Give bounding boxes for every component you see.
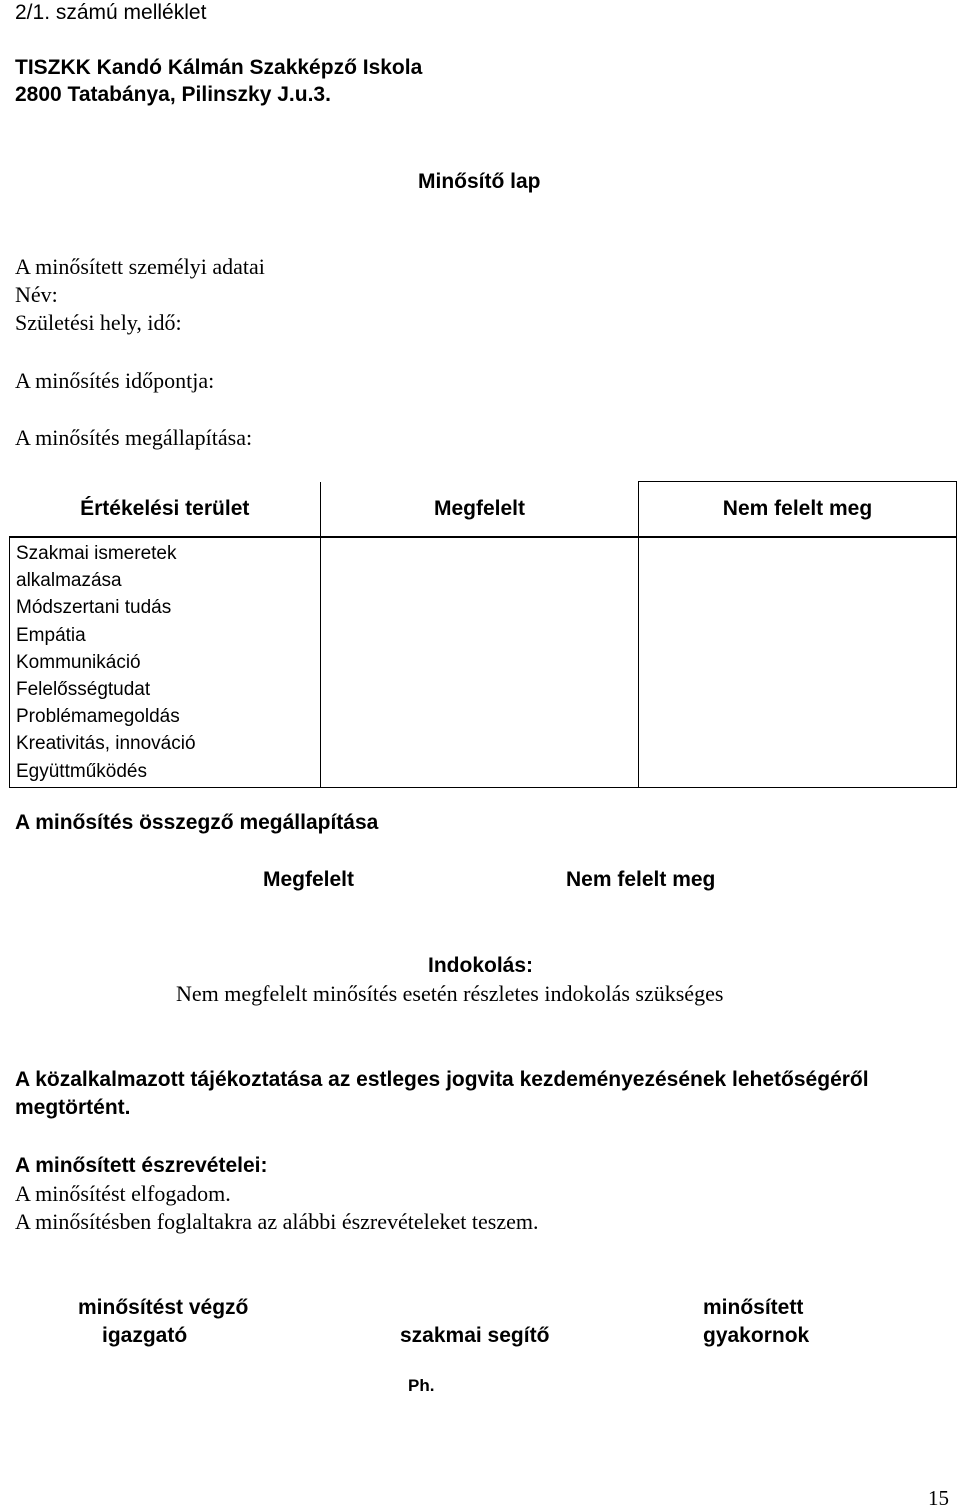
criterion-item: alkalmazása: [16, 570, 122, 592]
justification-label: Indokolás:: [428, 954, 534, 977]
criteria-list: [10, 538, 320, 787]
criterion-item: Módszertani tudás: [16, 597, 172, 619]
criterion-item: Problémamegoldás: [16, 706, 180, 728]
header-fail: Nem felelt meg: [639, 482, 957, 538]
evaluation-table-header: [10, 482, 957, 538]
evaluation-table-body: [10, 537, 957, 787]
pass-cell[interactable]: [321, 537, 639, 787]
signature-evaluator-line1: minősítést végző: [78, 1296, 249, 1319]
personal-heading: A minősített személyi adatai: [15, 254, 265, 279]
name-label: Név:: [15, 282, 58, 307]
fail-cell[interactable]: [639, 537, 957, 787]
criterion-item: Kommunikáció: [16, 651, 141, 673]
criterion-item: Szakmai ismeretek: [16, 543, 177, 564]
summary-fail[interactable]: Nem felelt meg: [566, 868, 716, 891]
school-address: 2800 Tatabánya, Pilinszky J.u.3.: [15, 83, 331, 106]
remarks-accept: A minősítést elfogadom.: [15, 1181, 231, 1206]
signature-trainee-line2: gyakornok: [703, 1324, 810, 1347]
summary-pass[interactable]: Megfelelt: [263, 868, 355, 891]
signature-trainee-line1: minősített: [703, 1296, 804, 1319]
legal-notice-line1: A közalkalmazott tájékoztatása az estleges jogvita kezdeményezésének lehetőségéről: [15, 1068, 869, 1091]
evaluation-table: [9, 481, 957, 788]
signature-evaluator-line2: igazgató: [102, 1324, 188, 1347]
header-pass: Megfelelt: [321, 482, 639, 538]
evaluation-date-label: A minősítés időpontja:: [15, 368, 215, 393]
remarks-comments: A minősítésben foglaltakra az alábbi észrevételeket teszem.: [15, 1209, 539, 1234]
summary-heading: A minősítés összegző megállapítása: [15, 811, 379, 834]
header-evaluation-area: Értékelési terület: [10, 482, 321, 538]
legal-notice-line2: megtörtént.: [15, 1096, 131, 1119]
birth-label: Születési hely, idő:: [15, 310, 182, 335]
stamp-label: Ph.: [408, 1376, 435, 1395]
remarks-heading: A minősített észrevételei:: [15, 1154, 268, 1177]
signature-mentor: szakmai segítő: [400, 1324, 550, 1347]
criteria-cell: [10, 537, 321, 787]
criterion-item: Felelősségtudat: [16, 679, 151, 701]
criterion-item: Együttműködés: [16, 760, 147, 782]
page-number: 15: [928, 1486, 949, 1510]
justification-note: Nem megfelelt minősítés esetén részletes indokolás szükséges: [176, 981, 724, 1006]
criterion-item: Kreativitás, innováció: [16, 733, 196, 755]
annex-label: 2/1. számú melléklet: [15, 1, 207, 24]
criterion-item: Empátia: [16, 624, 86, 646]
page-title: Minősítő lap: [418, 170, 541, 193]
school-name: TISZKK Kandó Kálmán Szakképző Iskola: [15, 56, 423, 79]
evaluation-finding-label: A minősítés megállapítása:: [15, 425, 253, 450]
